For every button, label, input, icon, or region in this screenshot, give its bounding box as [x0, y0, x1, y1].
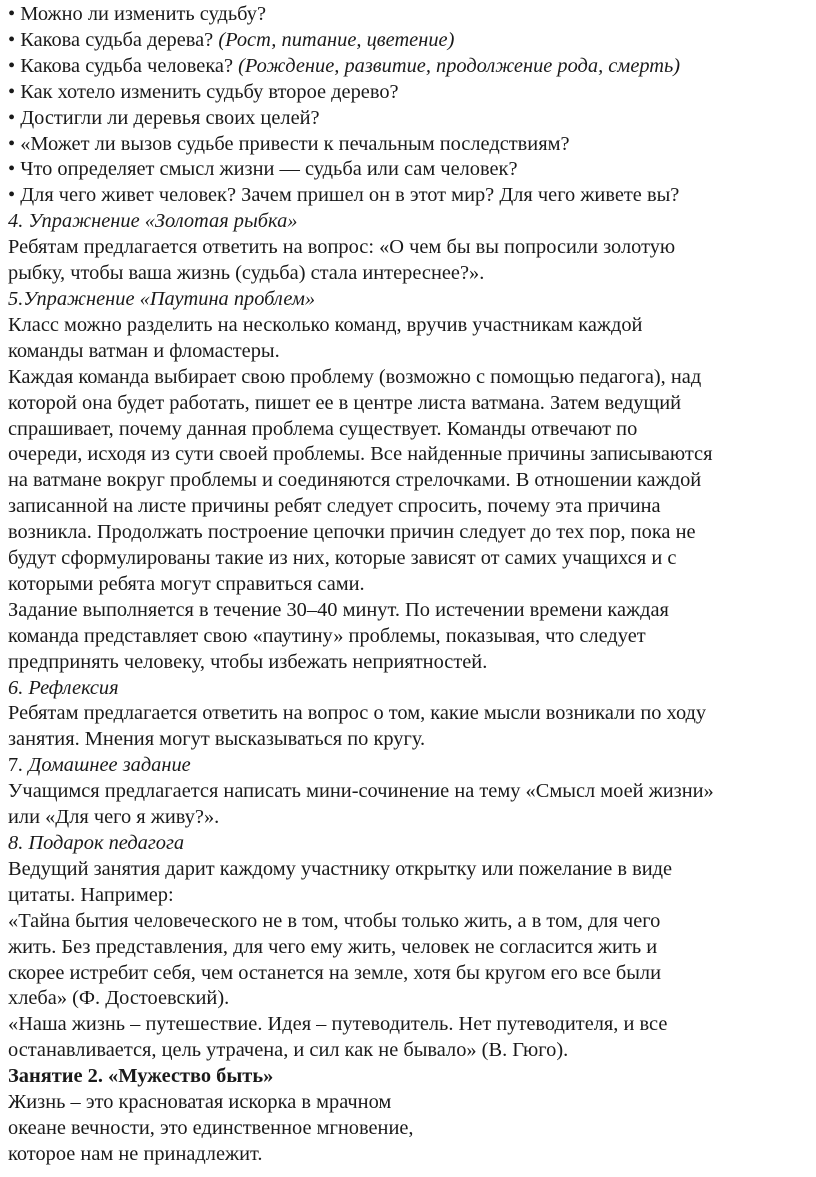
question-hint: (Рождение, развитие, продолжение рода, смерть): [238, 54, 681, 77]
section-problem-web: [8, 287, 808, 676]
discussion-questions: [8, 2, 808, 209]
paragraph-line: на ватмане вокруг проблемы и соединяются стрелочками. В отношении каждой: [8, 469, 702, 492]
paragraph-line: рыбку, чтобы ваша жизнь (судьба) стала интереснее?».: [8, 262, 485, 285]
epigraph-line: океане вечности, это единственное мгновение,: [8, 1116, 414, 1139]
question-item: • Достигли ли деревья своих целей?: [8, 106, 320, 129]
section-heading: 5.Упражнение «Паутина проблем»: [8, 287, 316, 310]
quote-line: жить. Без представления, для чего ему жить, человек не согласится жить и: [8, 935, 658, 958]
quote-line: останавливается, цель утрачена, и сил как не бывало» (В. Гюго).: [8, 1039, 569, 1062]
section-heading: 4. Упражнение «Золотая рыбка»: [8, 210, 298, 233]
paragraph-line: Ребятам предлагается ответить на вопрос о том, какие мысли возникали по ходу: [8, 702, 707, 725]
paragraph-line: цитаты. Например:: [8, 883, 174, 906]
paragraph-line: которыми ребята могут справиться сами.: [8, 572, 365, 595]
paragraph-line: Ребятам предлагается ответить на вопрос: «О чем бы вы попросили золотую: [8, 236, 676, 259]
paragraph-line: команды ватман и фломастеры.: [8, 339, 280, 362]
paragraph-line: очереди, исходя из сути своей проблемы. Все найденные причины записываются: [8, 443, 713, 466]
question-hint: (Рост, питание, цветение): [218, 28, 455, 51]
paragraph-line: команда представляет свою «паутину» проблемы, показывая, что следует: [8, 624, 646, 647]
paragraph-line: занятия. Мнения могут высказываться по кругу.: [8, 728, 426, 751]
quote-line: хлеба» (Ф. Достоевский).: [8, 987, 230, 1010]
section-reflection: [8, 676, 808, 754]
epigraph-line: которое нам не принадлежит.: [8, 1142, 263, 1165]
paragraph-line: возникла. Продолжать построение цепочки причин следует до тех пор, пока не: [8, 521, 696, 544]
section-heading-text: . Домашнее задание: [18, 754, 191, 777]
question-item: • Как хотело изменить судьбу второе дерево?: [8, 80, 399, 103]
lesson-title: Занятие 2. «Мужество быть»: [8, 1065, 274, 1088]
section-teacher-gift: [8, 831, 808, 1064]
question-item: • Какова судьба дерева? (Рост, питание, цветение): [8, 28, 455, 51]
question-item: • «Может ли вызов судьбе привести к печальным последствиям?: [8, 132, 570, 155]
section-heading: [8, 753, 808, 779]
section-number: 7: [8, 754, 19, 777]
section-heading: 6. Рефлексия: [8, 676, 119, 699]
section-golden-fish: [8, 209, 808, 287]
quote-line: скорее истребит себя, чем останется на земле, хотя бы кругом его все были: [8, 961, 662, 984]
paragraph-line: которой она будет работать, пишет ее в центре листа ватмана. Затем ведущий: [8, 391, 682, 414]
paragraph-line: Ведущий занятия дарит каждому участнику открытку или пожелание в виде: [8, 857, 673, 880]
paragraph-line: записанной на листе причины ребят следует спросить, почему эта причина: [8, 495, 661, 518]
section-heading: 8. Подарок педагога: [8, 832, 185, 854]
paragraph-line: Класс можно разделить на несколько команд, вручив участникам каждой: [8, 313, 643, 336]
paragraph-line: Каждая команда выбирает свою проблему (возможно с помощью педагога), над: [8, 365, 702, 388]
paragraph-line: Учащимся предлагается написать мини-сочинение на тему «Смысл моей жизни»: [8, 780, 714, 803]
paragraph-line: предпринять человеку, чтобы избежать неприятностей.: [8, 650, 488, 673]
lesson-2: [8, 1064, 808, 1168]
paragraph-line: будут сформулированы такие из них, которые зависят от самих учащихся и с: [8, 547, 677, 570]
epigraph-line: Жизнь – это красноватая искорка в мрачном: [8, 1091, 392, 1114]
question-item: • Что определяет смысл жизни — судьба или сам человек?: [8, 158, 518, 181]
section-homework: [8, 753, 808, 831]
quote-line: «Тайна бытия человеческого не в том, чтобы только жить, а в том, для чего: [8, 909, 661, 932]
question-item: • Можно ли изменить судьбу?: [8, 3, 266, 25]
question-item: • Для чего живет человек? Зачем пришел он в этот мир? Для чего живете вы?: [8, 184, 680, 207]
paragraph-line: или «Для чего я живу?».: [8, 806, 220, 829]
paragraph-line: спрашивает, почему данная проблема существует. Команды отвечают по: [8, 417, 638, 440]
question-item: • Какова судьба человека? (Рождение, развитие, продолжение рода, смерть): [8, 54, 681, 77]
paragraph-line: Задание выполняется в течение 30–40 минут. По истечении времени каждая: [8, 598, 669, 621]
quote-line: «Наша жизнь – путешествие. Идея – путеводитель. Нет путеводителя, и все: [8, 1013, 668, 1036]
